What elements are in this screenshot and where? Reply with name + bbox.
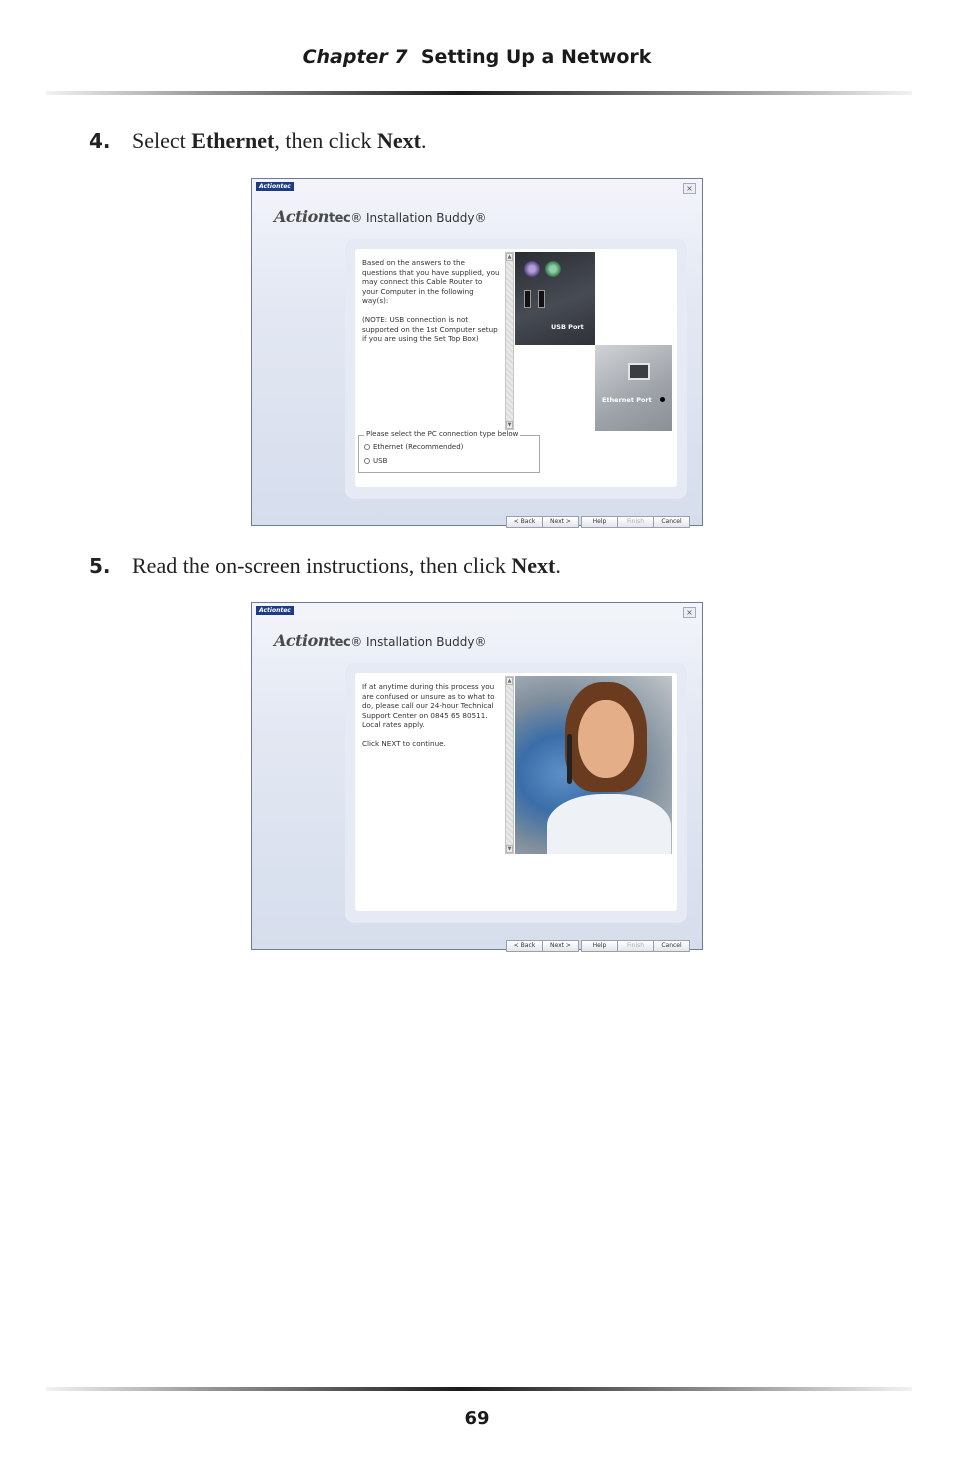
product-name: ® Installation Buddy® — [350, 635, 487, 649]
step-text: Select — [132, 128, 192, 153]
photo-shirt — [547, 794, 671, 854]
radio-label: Ethernet (Recommended) — [373, 443, 464, 451]
step-bold-next: Next — [511, 553, 556, 578]
step-text: Read the on-screen instructions, then click — [132, 553, 512, 578]
ethernet-jack-icon — [628, 363, 650, 380]
step-bold-next: Next — [377, 128, 421, 153]
instructions-note: (NOTE: USB connection is not supported on the 1st Computer setup if you are using the Set Top Box) — [362, 314, 498, 344]
content-panel — [355, 673, 677, 911]
radio-ethernet[interactable] — [364, 443, 463, 451]
instructions-text — [362, 258, 500, 353]
actiontec-logo — [274, 207, 350, 226]
headset-icon — [567, 734, 572, 784]
header-rule — [46, 91, 912, 95]
ps2-port-icon — [524, 261, 540, 277]
logo-main: Action — [274, 207, 329, 226]
scroll-up-arrow-icon[interactable]: ▲ — [507, 254, 512, 260]
logo-tec: tec — [328, 635, 351, 650]
actiontec-logo — [274, 631, 350, 650]
page-number: 69 — [464, 1408, 490, 1429]
instructions-text — [362, 682, 500, 758]
instructions-scrollbar[interactable] — [505, 252, 514, 430]
instructions-continue: Click NEXT to continue. — [362, 738, 446, 748]
step-number: 5. — [89, 554, 111, 578]
step-number: 4. — [89, 129, 111, 153]
radio-icon[interactable] — [364, 444, 370, 450]
section-title: Setting Up a Network — [420, 46, 652, 68]
brand-header — [274, 207, 486, 226]
help-button[interactable]: Help — [581, 516, 618, 528]
ethernet-port-label: Ethernet Port — [602, 396, 652, 404]
instructions-paragraph: Based on the answers to the questions that you have supplied, you may connect this Cable Router to your Computer in the following way(s): — [362, 258, 500, 306]
scroll-up-arrow-icon[interactable]: ▲ — [507, 678, 512, 684]
back-button[interactable]: < Back — [506, 940, 543, 952]
support-agent-photo — [515, 676, 672, 854]
logo-main: Action — [274, 631, 329, 650]
finish-button: Finish — [617, 516, 654, 528]
footer-rule — [46, 1387, 912, 1391]
radio-icon[interactable] — [364, 458, 370, 464]
content-frame — [345, 663, 687, 923]
brand-header — [274, 631, 486, 650]
photo-face — [578, 700, 634, 778]
radio-label: USB — [373, 457, 388, 465]
scroll-down-arrow-icon[interactable]: ▼ — [507, 846, 512, 852]
close-button[interactable]: × — [683, 183, 696, 194]
product-name: ® Installation Buddy® — [350, 211, 487, 225]
usb-slot-icon — [524, 290, 531, 308]
connection-group-label: Please select the PC connection type below — [366, 430, 519, 438]
content-panel — [355, 249, 677, 487]
next-button[interactable]: Next > — [542, 940, 579, 952]
step-text: , then click — [274, 128, 377, 153]
step-text: . — [555, 553, 561, 578]
running-head — [0, 46, 954, 68]
step-text: . — [420, 128, 427, 153]
usb-port-label: USB Port — [551, 323, 584, 331]
step-5 — [89, 553, 561, 579]
cancel-button[interactable]: Cancel — [653, 940, 690, 952]
chapter-label: Chapter 7 — [302, 46, 408, 68]
instructions-scrollbar[interactable] — [505, 676, 514, 854]
scroll-down-arrow-icon[interactable]: ▼ — [507, 422, 512, 428]
usb-port-photo — [515, 252, 595, 345]
logo-tec: tec — [328, 211, 351, 226]
next-button[interactable]: Next > — [542, 516, 579, 528]
help-button[interactable]: Help — [581, 940, 618, 952]
button-bar — [507, 932, 690, 949]
back-button[interactable]: < Back — [506, 516, 543, 528]
ethernet-port-photo — [595, 345, 672, 431]
installer-window-connection — [251, 178, 703, 526]
connection-type-group — [358, 430, 540, 473]
cancel-button[interactable]: Cancel — [653, 516, 690, 528]
titlebar-logo: Actiontec — [256, 182, 294, 191]
step-bold-ethernet: Ethernet — [191, 128, 275, 153]
finish-button: Finish — [617, 940, 654, 952]
close-button[interactable]: × — [683, 607, 696, 618]
step-4 — [89, 128, 426, 154]
pointer-dot-icon — [660, 397, 665, 402]
content-frame — [345, 239, 687, 499]
ps2-port-icon — [545, 261, 561, 277]
radio-usb[interactable] — [364, 457, 387, 465]
installer-window-support — [251, 602, 703, 950]
button-bar — [507, 508, 690, 525]
titlebar-logo: Actiontec — [256, 606, 294, 615]
usb-slot-icon — [538, 290, 545, 308]
instructions-paragraph: If at anytime during this process you are confused or unsure as to what to do, please call our 24-hour Technical Support Center on 0845 65 80511. Local rates apply. — [362, 682, 495, 730]
